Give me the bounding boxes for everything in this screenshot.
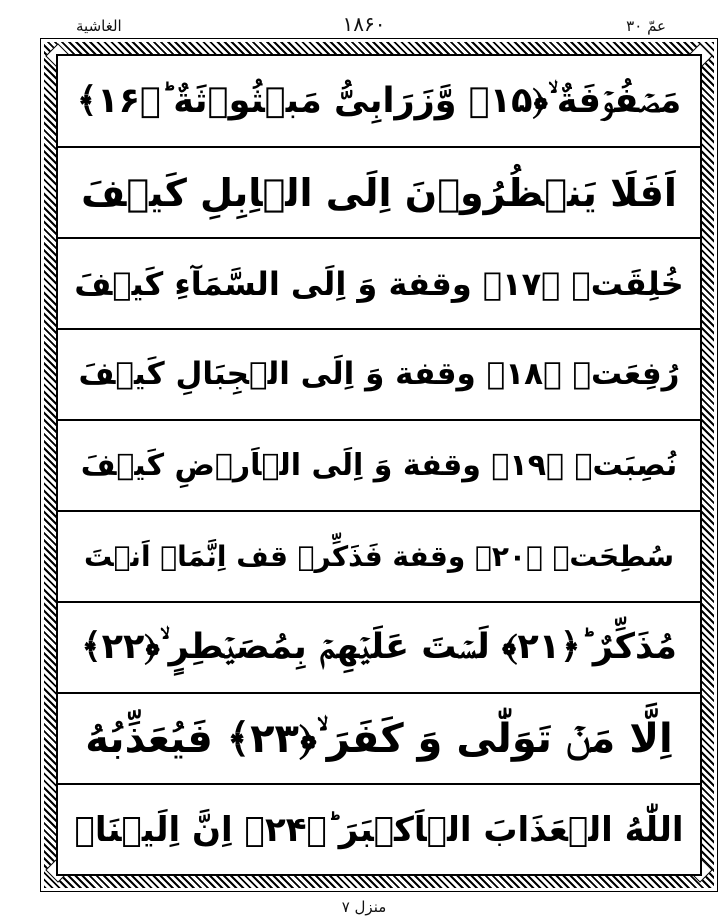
verse-line <box>58 512 700 603</box>
page-header-left: الغاشية <box>76 17 122 35</box>
manzil-marker: منزل ۷ <box>341 898 387 916</box>
verse-line <box>58 148 700 239</box>
verse-line-text: اللّٰهُ الۡعَذَابَ الۡاَکۡبَرَ ؕ﴿۲۴﴾ اِنَّ اِلَیۡنَاۤ <box>74 809 684 850</box>
verse-line <box>58 330 700 421</box>
verse-line <box>58 421 700 512</box>
verse-line-text: نُصِبَتۡ ﴿۱۹﴾ وقفة وَ اِلَی الۡاَرۡضِ کَیۡفَ <box>80 447 678 483</box>
verse-line-text: اِلَّا مَنۡ تَوَلّٰی وَ کَفَرَ ۙ﴿۲۳﴾ فَیُعَذِّبُهُ <box>85 715 673 762</box>
verse-line-text: سُطِحَتۡ ﴿۲۰﴾ وقفة فَذَکِّرۡ قف اِنَّمَاۤ اَنۡتَ <box>83 539 675 573</box>
verse-line <box>58 694 700 785</box>
verse-line-text: رُفِعَتۡ ﴿۱۸﴾ وقفة وَ اِلَی الۡجِبَالِ کَیۡفَ <box>78 356 680 392</box>
verse-line-text: مَصۡفُوۡفَةٌ ۙ﴿۱۵﴾ وَّزَرَابِیُّ مَبۡثُوۡثَةٌ ؕ﴿۱۶﴾ <box>76 80 682 121</box>
verse-line <box>58 785 700 874</box>
page-number: ۱۸۶۰ <box>342 12 386 36</box>
verse-line-text: خُلِقَتۡ ﴿۱۷﴾ وقفة وَ اِلَی السَّمَآءِ کَیۡفَ <box>74 264 684 303</box>
verse-line <box>58 239 700 330</box>
verse-line-text: مُذَکِّرٌ ؕ﴿۲۱﴾ لَسۡتَ عَلَیۡهِمۡ بِمُصَیۡطِرٍ ۙ﴿۲۲﴾ <box>81 627 677 667</box>
verse-line <box>58 56 700 148</box>
text-area <box>56 54 702 876</box>
verse-line <box>58 603 700 694</box>
verse-lines <box>58 56 700 874</box>
page-header-right: عمّ ۳۰ <box>626 17 666 35</box>
verse-line-text: اَفَلَا یَنۡظُرُوۡنَ اِلَی الۡاِبِلِ کَیۡفَ <box>81 170 677 215</box>
